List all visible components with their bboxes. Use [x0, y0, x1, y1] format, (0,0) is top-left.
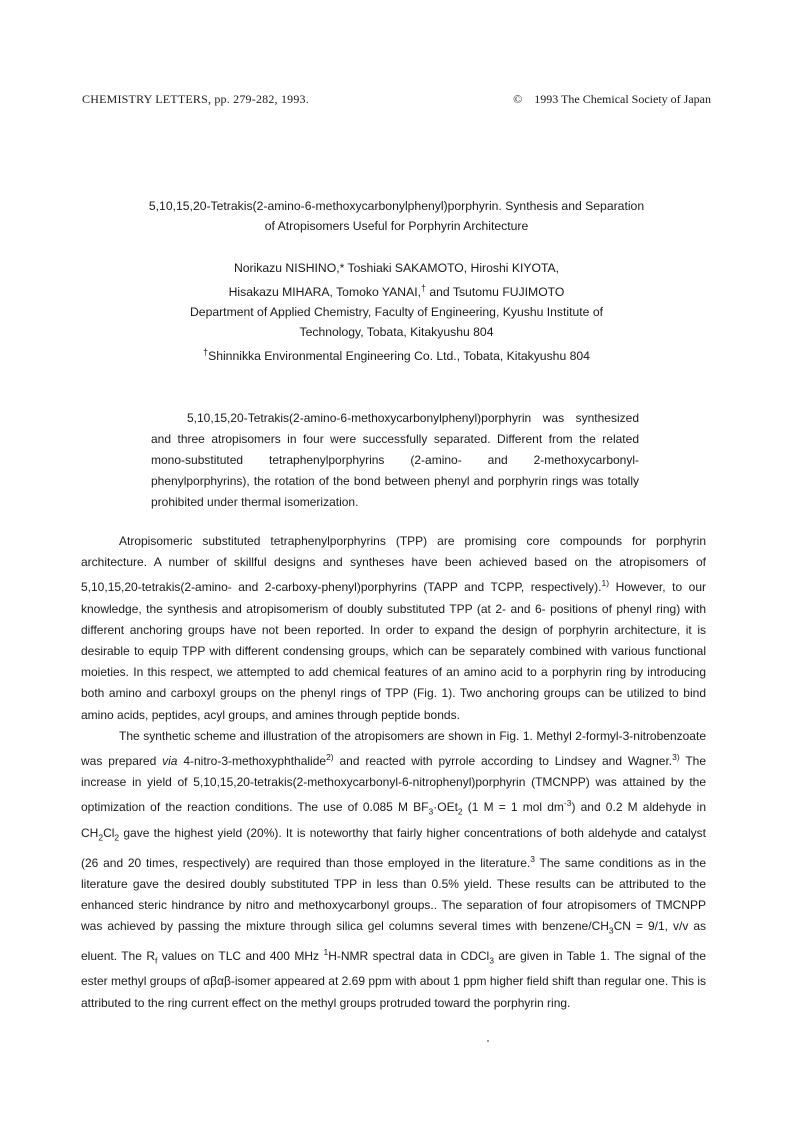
author-names-3: and Tsutomu FUJIMOTO — [425, 285, 565, 300]
author-names-2: Hisakazu MIHARA, Tomoko YANAI, — [228, 285, 421, 300]
paper-title — [0, 196, 793, 236]
abstract-text: 5,10,15,20-Tetrakis(2-amino-6-methoxycarbonylphenyl)porphyrin was synthesized and three atropisomers in four were successfully separated. Different from the related mono-substituted tetraphenylporphyrins (2-amino- and 2-methoxycarbonyl-phenylporphyrins), the rotation of the bond between phenyl and porphyrin rings was totally prohibited under thermal isomerization. — [151, 411, 639, 509]
paragraph-2 — [81, 726, 706, 1014]
p2-text-d: The increase in yield of 5,10,15,20-tetrakis(2-methoxycarbonyl-6-nitrophenyl)porphyrin (TMCNPP) was attained by the optimization of the reaction conditions. The use of 0.085 M BF — [81, 754, 707, 815]
reference-3: 3) — [672, 752, 680, 763]
reference-2: 2) — [326, 752, 334, 763]
p2-text-m: H-NMR spectral data in CDCl — [328, 948, 490, 963]
superscript: 1 — [323, 946, 329, 957]
p2-text-g: ) and 0.2 M aldehyde in CH — [81, 800, 706, 841]
copyright-symbol: © — [513, 92, 523, 106]
p2-text-a: The synthetic scheme and illustration of the atropisomers are shown in Fig. 1. Methyl 2-formyl-3-nitrobenzoate was prepared — [81, 728, 706, 769]
p2-text-i: gave the highest yield (20%). It is noteworthy that fairly higher concentrations of both aldehyde and catalyst (26 and 20 times, respectively) are required than those employed in the literature. — [81, 826, 706, 870]
subscript: 3 — [489, 955, 494, 966]
p2-text-b: 4-nitro-3-methoxyphthalide — [177, 754, 327, 769]
affiliation-2 — [0, 342, 793, 366]
dagger-mark-2: † — [203, 347, 209, 358]
p2-via: via — [162, 754, 178, 769]
subscript: 2 — [114, 832, 120, 843]
subscript: 3 — [608, 925, 614, 936]
subscript: f — [154, 955, 158, 966]
author-line-2 — [0, 278, 793, 302]
p2-text-n: are given in Table 1. The signal of the ester methyl groups of αβαβ-isomer appeared at 2.69 ppm with about 1 ppm higher field shift than regular one. This is attributed to the ring current effect on the methyl groups protruded toward the porphyrin ring. — [81, 948, 707, 1010]
affiliation-1-line-2: Technology, Tobata, Kitakyushu 804 — [299, 325, 494, 340]
p1-text-b: However, to our knowledge, the synthesis and atropisomerism of doubly substituted TPP (at 2- and 6- positions of phenyl ring) with different anchoring groups have not been reported. In order to expand the design of porphyrin architecture, it is desirable to equip TPP with different condensing groups, which can be separately combined with various functional moieties. In this respect, we attempted to add chemical features of an amino acid to a porphyrin ring by introducing both amino and carboxyl groups on the phenyl rings of TPP (Fig. 1). Two anchoring groups can be utilized to bind amino acids, peptides, acyl groups, and amines through peptide bonds. — [81, 580, 706, 722]
p2-text-f: (1 M = 1 mol dm — [462, 800, 564, 815]
body-text — [81, 531, 706, 1014]
title-line-2: of Atropisomers Useful for Porphyrin Architecture — [264, 219, 529, 233]
author-names: * Toshiaki SAKAMOTO, Hiroshi KIYOTA, — [339, 261, 560, 275]
p2-text-c: and reacted with pyrrole according to Lindsey and Wagner. — [333, 754, 673, 769]
reference-1: 1) — [601, 578, 610, 589]
copyright-notice — [513, 92, 711, 107]
affiliation-1-line-1: Department of Applied Chemistry, Faculty of Engineering, Kyushu Institute of — [189, 305, 603, 320]
abstract — [151, 408, 639, 513]
affiliation-2-text: Shinnikka Environmental Engineering Co. Ltd., Tobata, Kitakyushu 804 — [208, 349, 590, 364]
subscript: 2 — [98, 832, 104, 843]
author-block — [0, 258, 793, 366]
p2-text-h: Cl — [103, 826, 115, 841]
title-line-1: 5,10,15,20-Tetrakis(2-amino-6-methoxycarbonylphenyl)porphyrin. Synthesis and Separation — [148, 199, 645, 213]
p2-text-j: The same conditions as in the literature gave the desired doubly substituted TPP in less than 0.5% yield. These results can be attributed to the enhanced steric hindrance by nitro and methoxycarbonyl groups.. The separation of four atropisomers of TMCNPP was achieved by passing the mixture through silica gel columns several times with benzene/CH — [81, 855, 707, 934]
p2-text-e: ·OEt — [433, 800, 458, 815]
p2-text-k: CN = 9/1, v/v as eluent. The R — [81, 919, 707, 963]
p2-text-l: values on TLC and 400 MHz — [157, 948, 324, 963]
dagger-mark: † — [420, 283, 426, 293]
copyright-text: 1993 The Chemical Society of Japan — [534, 92, 711, 106]
subscript: 3 — [428, 806, 434, 817]
reference-3b: 3 — [530, 853, 535, 864]
p1-text-a: Atropisomeric substituted tetraphenylporphyrins (TPP) are promising core compounds for porphyrin architecture. A number of skillful designs and syntheses have been achieved based on the atropisomers of 5,10,15,20-tetrakis(2-amino- and 2-carboxy-phenyl)porphyrins (TAPP and TCPP, respectively). — [81, 534, 706, 595]
author-line-1 — [0, 258, 793, 278]
superscript: -3 — [563, 798, 572, 809]
journal-citation: CHEMISTRY LETTERS, pp. 279-282, 1993. — [82, 92, 309, 106]
scan-speck — [487, 1040, 489, 1042]
subscript: 2 — [457, 806, 463, 817]
paragraph-1 — [81, 531, 706, 726]
author-name-corresponding: Norikazu NISHINO, — [233, 261, 340, 275]
